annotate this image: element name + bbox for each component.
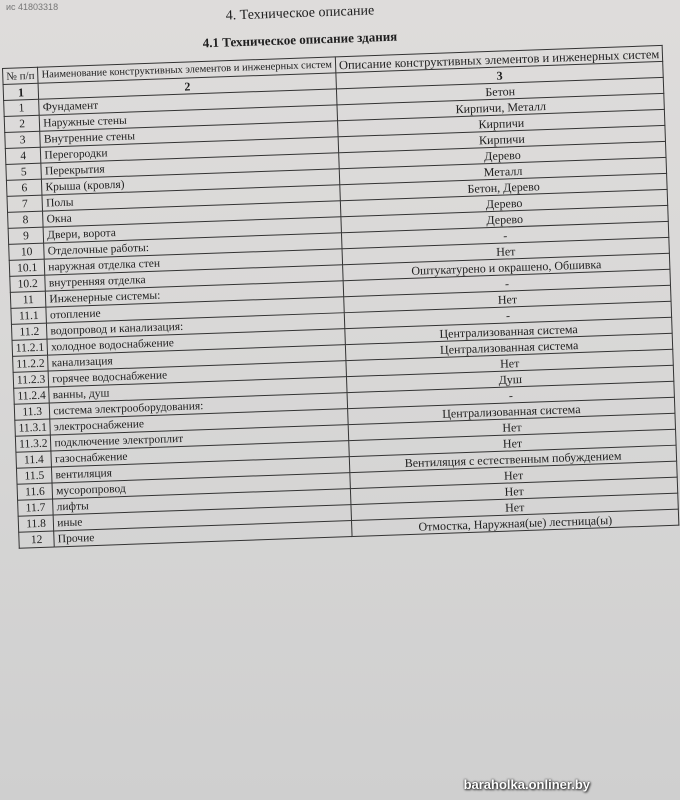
- row-name: Наружные стены: [39, 105, 337, 131]
- header-number: № п/п: [3, 67, 39, 84]
- row-number: 11.2.1: [12, 339, 48, 356]
- row-name: подключение электроплит: [51, 425, 349, 451]
- row-number: 11.2: [11, 323, 47, 340]
- row-name: наружная отделка стен: [45, 249, 343, 275]
- row-description: Централизованная система: [347, 397, 675, 424]
- row-description: Душ: [346, 365, 674, 392]
- row-description: Нет: [350, 477, 678, 504]
- row-number: 11.6: [17, 483, 53, 500]
- row-name: канализация: [48, 345, 346, 371]
- row-description: Нет: [344, 285, 672, 312]
- row-description: Нет: [349, 429, 677, 456]
- row-description: Дерево: [341, 205, 669, 232]
- row-description: Оштукатурено и окрашено, Обшивка: [342, 253, 670, 280]
- row-name: Инженерные системы:: [46, 281, 344, 307]
- row-name: иные: [53, 505, 351, 531]
- watermark: baraholka.onliner.by: [463, 777, 590, 792]
- row-number: 5: [6, 163, 42, 180]
- row-description: Нет: [348, 413, 676, 440]
- row-description: Нет: [342, 237, 670, 264]
- row-name: электроснабжение: [50, 409, 348, 435]
- row-name: система электрооборудования:: [50, 393, 348, 419]
- row-name: Внутренние стены: [40, 121, 338, 147]
- section-title: 4. Техническое описание: [225, 3, 375, 24]
- row-number: 8: [8, 211, 44, 228]
- row-number: 11.2.4: [14, 387, 50, 404]
- row-name: Перекрытия: [41, 153, 339, 179]
- row-description: Дерево: [340, 189, 668, 216]
- column-index: 1: [3, 83, 39, 100]
- row-name: газоснабжение: [51, 441, 349, 467]
- header-description: Описание конструктивных элементов и инженерных систем: [335, 45, 663, 72]
- subsection-title: 4.1 Техническое описание здания: [202, 28, 398, 51]
- row-number: 6: [6, 179, 42, 196]
- row-number: 11.3.1: [15, 419, 51, 436]
- row-name: Прочие: [54, 521, 352, 547]
- row-name: Отделочные работы:: [44, 233, 342, 259]
- row-description: Кирпичи: [337, 109, 665, 136]
- row-number: 11: [10, 291, 46, 308]
- row-name: мусоропровод: [52, 473, 350, 499]
- row-number: 11.2.2: [13, 355, 49, 372]
- row-number: 11.3.2: [15, 435, 51, 452]
- row-name: вентиляция: [52, 457, 350, 483]
- row-number: 2: [4, 115, 40, 132]
- column-index: 3: [336, 61, 664, 88]
- row-number: 1: [4, 99, 40, 116]
- row-description: Нет: [350, 461, 678, 488]
- row-number: 12: [19, 531, 55, 548]
- row-number: 11.3: [14, 403, 50, 420]
- row-name: водопровод и канализация:: [47, 313, 345, 339]
- technical-description-table: [2, 45, 680, 549]
- row-description: -: [341, 221, 669, 248]
- row-description: Вентиляция с естественным побуждением: [349, 445, 677, 472]
- row-name: Окна: [43, 201, 341, 227]
- row-number: 11.1: [11, 307, 47, 324]
- row-name: Фундамент: [39, 89, 337, 115]
- row-number: 11.4: [16, 451, 52, 468]
- row-description: Нет: [346, 349, 674, 376]
- row-number: 11.7: [18, 499, 54, 516]
- row-description: -: [347, 381, 675, 408]
- row-name: Полы: [42, 185, 340, 211]
- row-number: 10.2: [10, 275, 46, 292]
- header-name: Наименование конструктивных элементов и инженерных систем: [38, 57, 336, 83]
- row-description: Бетон, Дерево: [340, 173, 668, 200]
- row-number: 9: [8, 227, 44, 244]
- row-description: Кирпичи: [338, 125, 666, 152]
- row-description: Металл: [339, 157, 667, 184]
- row-name: внутренняя отделка: [45, 265, 343, 291]
- row-name: горячее водоснабжение: [48, 361, 346, 387]
- row-name: отопление: [46, 297, 344, 323]
- table-body: [4, 77, 680, 548]
- row-description: -: [343, 269, 671, 296]
- row-number: 3: [5, 131, 41, 148]
- row-description: Централизованная система: [345, 333, 673, 360]
- row-name: Двери, ворота: [43, 217, 341, 243]
- row-number: 7: [7, 195, 43, 212]
- row-number: 10.1: [9, 259, 45, 276]
- row-description: Отмостка, Наружная(ые) лестница(ы): [351, 509, 679, 536]
- row-number: 4: [5, 147, 41, 164]
- row-number: 11.8: [18, 515, 54, 532]
- row-name: ванны, душ: [49, 377, 347, 403]
- row-number: 10: [9, 243, 45, 260]
- row-description: Нет: [351, 493, 679, 520]
- row-name: лифты: [53, 489, 351, 515]
- row-description: Кирпичи, Металл: [337, 93, 665, 120]
- row-description: Дерево: [338, 141, 666, 168]
- row-description: -: [344, 301, 672, 328]
- row-description: Бетон: [336, 77, 664, 104]
- row-name: холодное водоснабжение: [47, 329, 345, 355]
- row-name: Перегородки: [41, 137, 339, 163]
- column-index: 2: [38, 73, 336, 99]
- row-description: Централизованная система: [345, 317, 673, 344]
- row-number: 11.2.3: [13, 371, 49, 388]
- row-name: Крыша (кровля): [42, 169, 340, 195]
- row-number: 11.5: [16, 467, 52, 484]
- document-number: ис 41803318: [6, 2, 59, 12]
